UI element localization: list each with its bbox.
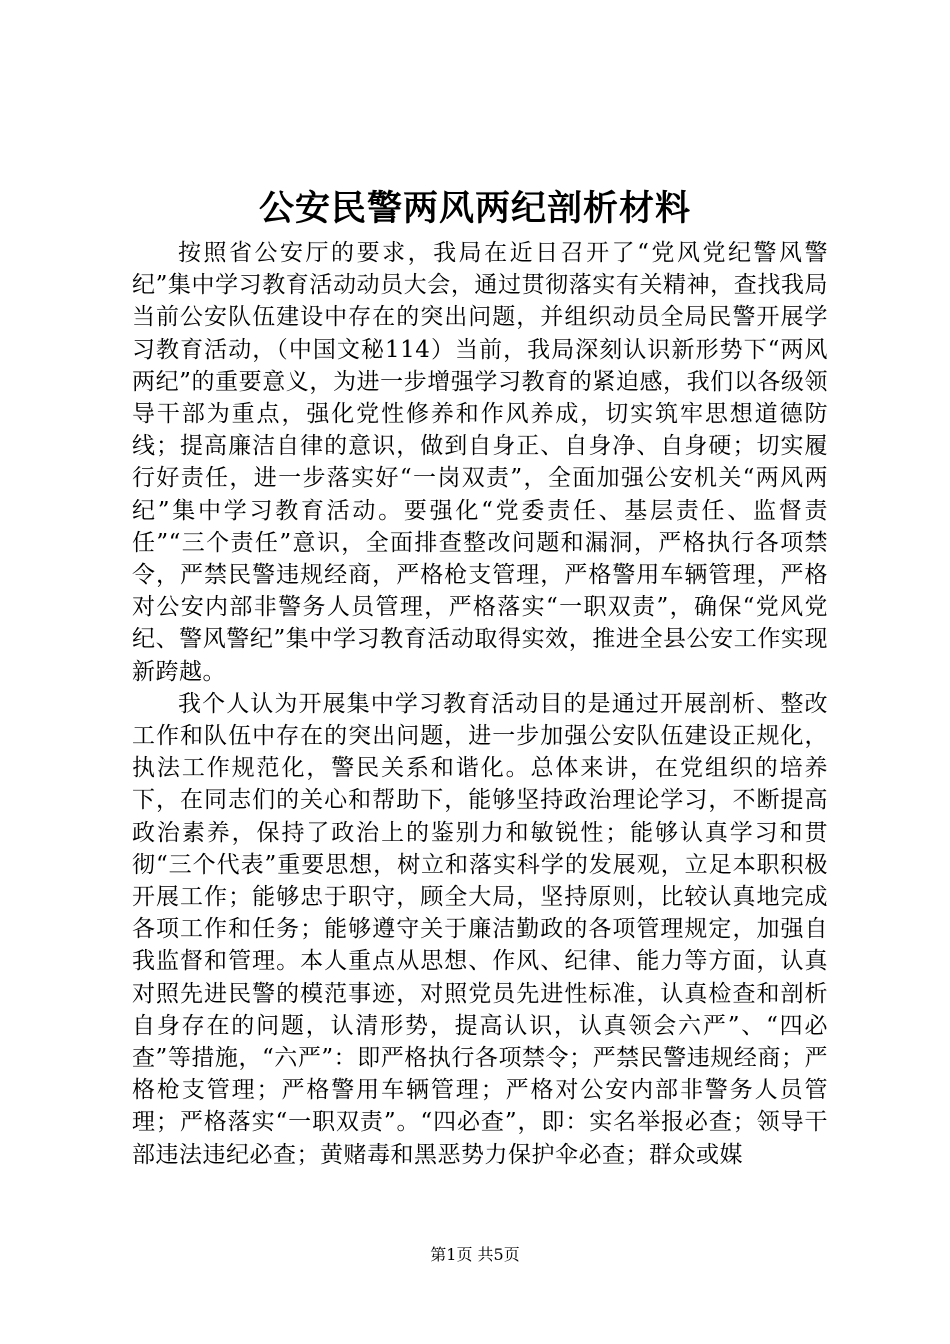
page-footer: 第1页 共5页 [430, 1245, 520, 1264]
paragraph-2: 我个人认为开展集中学习教育活动目的是通过开展剖析、整改工作和队伍中存在的突出问题，进一步加强公安队伍建设正规化，执法工作规范化，警民关系和谐化。总体来讲，在党组织的培养下，在同志们的关心和帮助下，能够坚持政治理论学习，不断提高政治素养，保持了政治上的鉴别力和敏锐性；能够认真学习和贯彻“三个代表”重要思想，树立和落实科学的发展观，立足本职积极开展工作；能够忠于职守，顾全大局，坚持原则，比较认真地完成各项工作和任务；能够遵守关于廉洁勤政的各项管理规定，加强自我监督和管理。本人重点从思想、作风、纪律、能力等方面，认真对照先进民警的模范事迹，对照党员先进性标准，认真检查和剖析自身存在的问题，认清形势，提高认识，认真领会六严”、“四必查”等措施，“六严”：即严格执行各项禁令；严禁民警违规经商；严格枪支管理；严格警用车辆管理；严格对公安内部非警务人员管理；严格落实“一职双责”。“四必查”，即：实名举报必查；领导干部违法违纪必查；黄赌毒和黑恶势力保护伞必查；群众或媒 [132, 690, 828, 1168]
document-title: 公安民警两风两纪剖析材料 [258, 188, 691, 229]
paragraph-1: 按照省公安厅的要求，我局在近日召开了“党风党纪警风警纪”集中学习教育活动动员大会，通过贯彻落实有关精神，查找我局当前公安队伍建设中存在的突出问题，并组织动员全局民警开展学习教育活动，（中国文秘114）当前，我局深刻认识新形势下“两风两纪”的重要意义，为进一步增强学习教育的紧迫感，我们以各级领导干部为重点，强化党性修养和作风养成，切实筑牢思想道德防线；提高廉洁自律的意识，做到自身正、自身净、自身硬；切实履行好责任，进一步落实好“一岗双责”，全面加强公安机关“两风两纪”集中学习教育活动。要强化“党委责任、基层责任、监督责任”“三个责任”意识，全面排查整改问题和漏洞，严格执行各项禁令，严禁民警违规经商，严格枪支管理，严格警用车辆管理，严格对公安内部非警务人员管理，严格落实“一职双责”，确保“党风党纪、警风警纪”集中学习教育活动取得实效，推进全县公安工作实现新跨越。 [132, 240, 828, 685]
document-body [132, 237, 828, 1171]
